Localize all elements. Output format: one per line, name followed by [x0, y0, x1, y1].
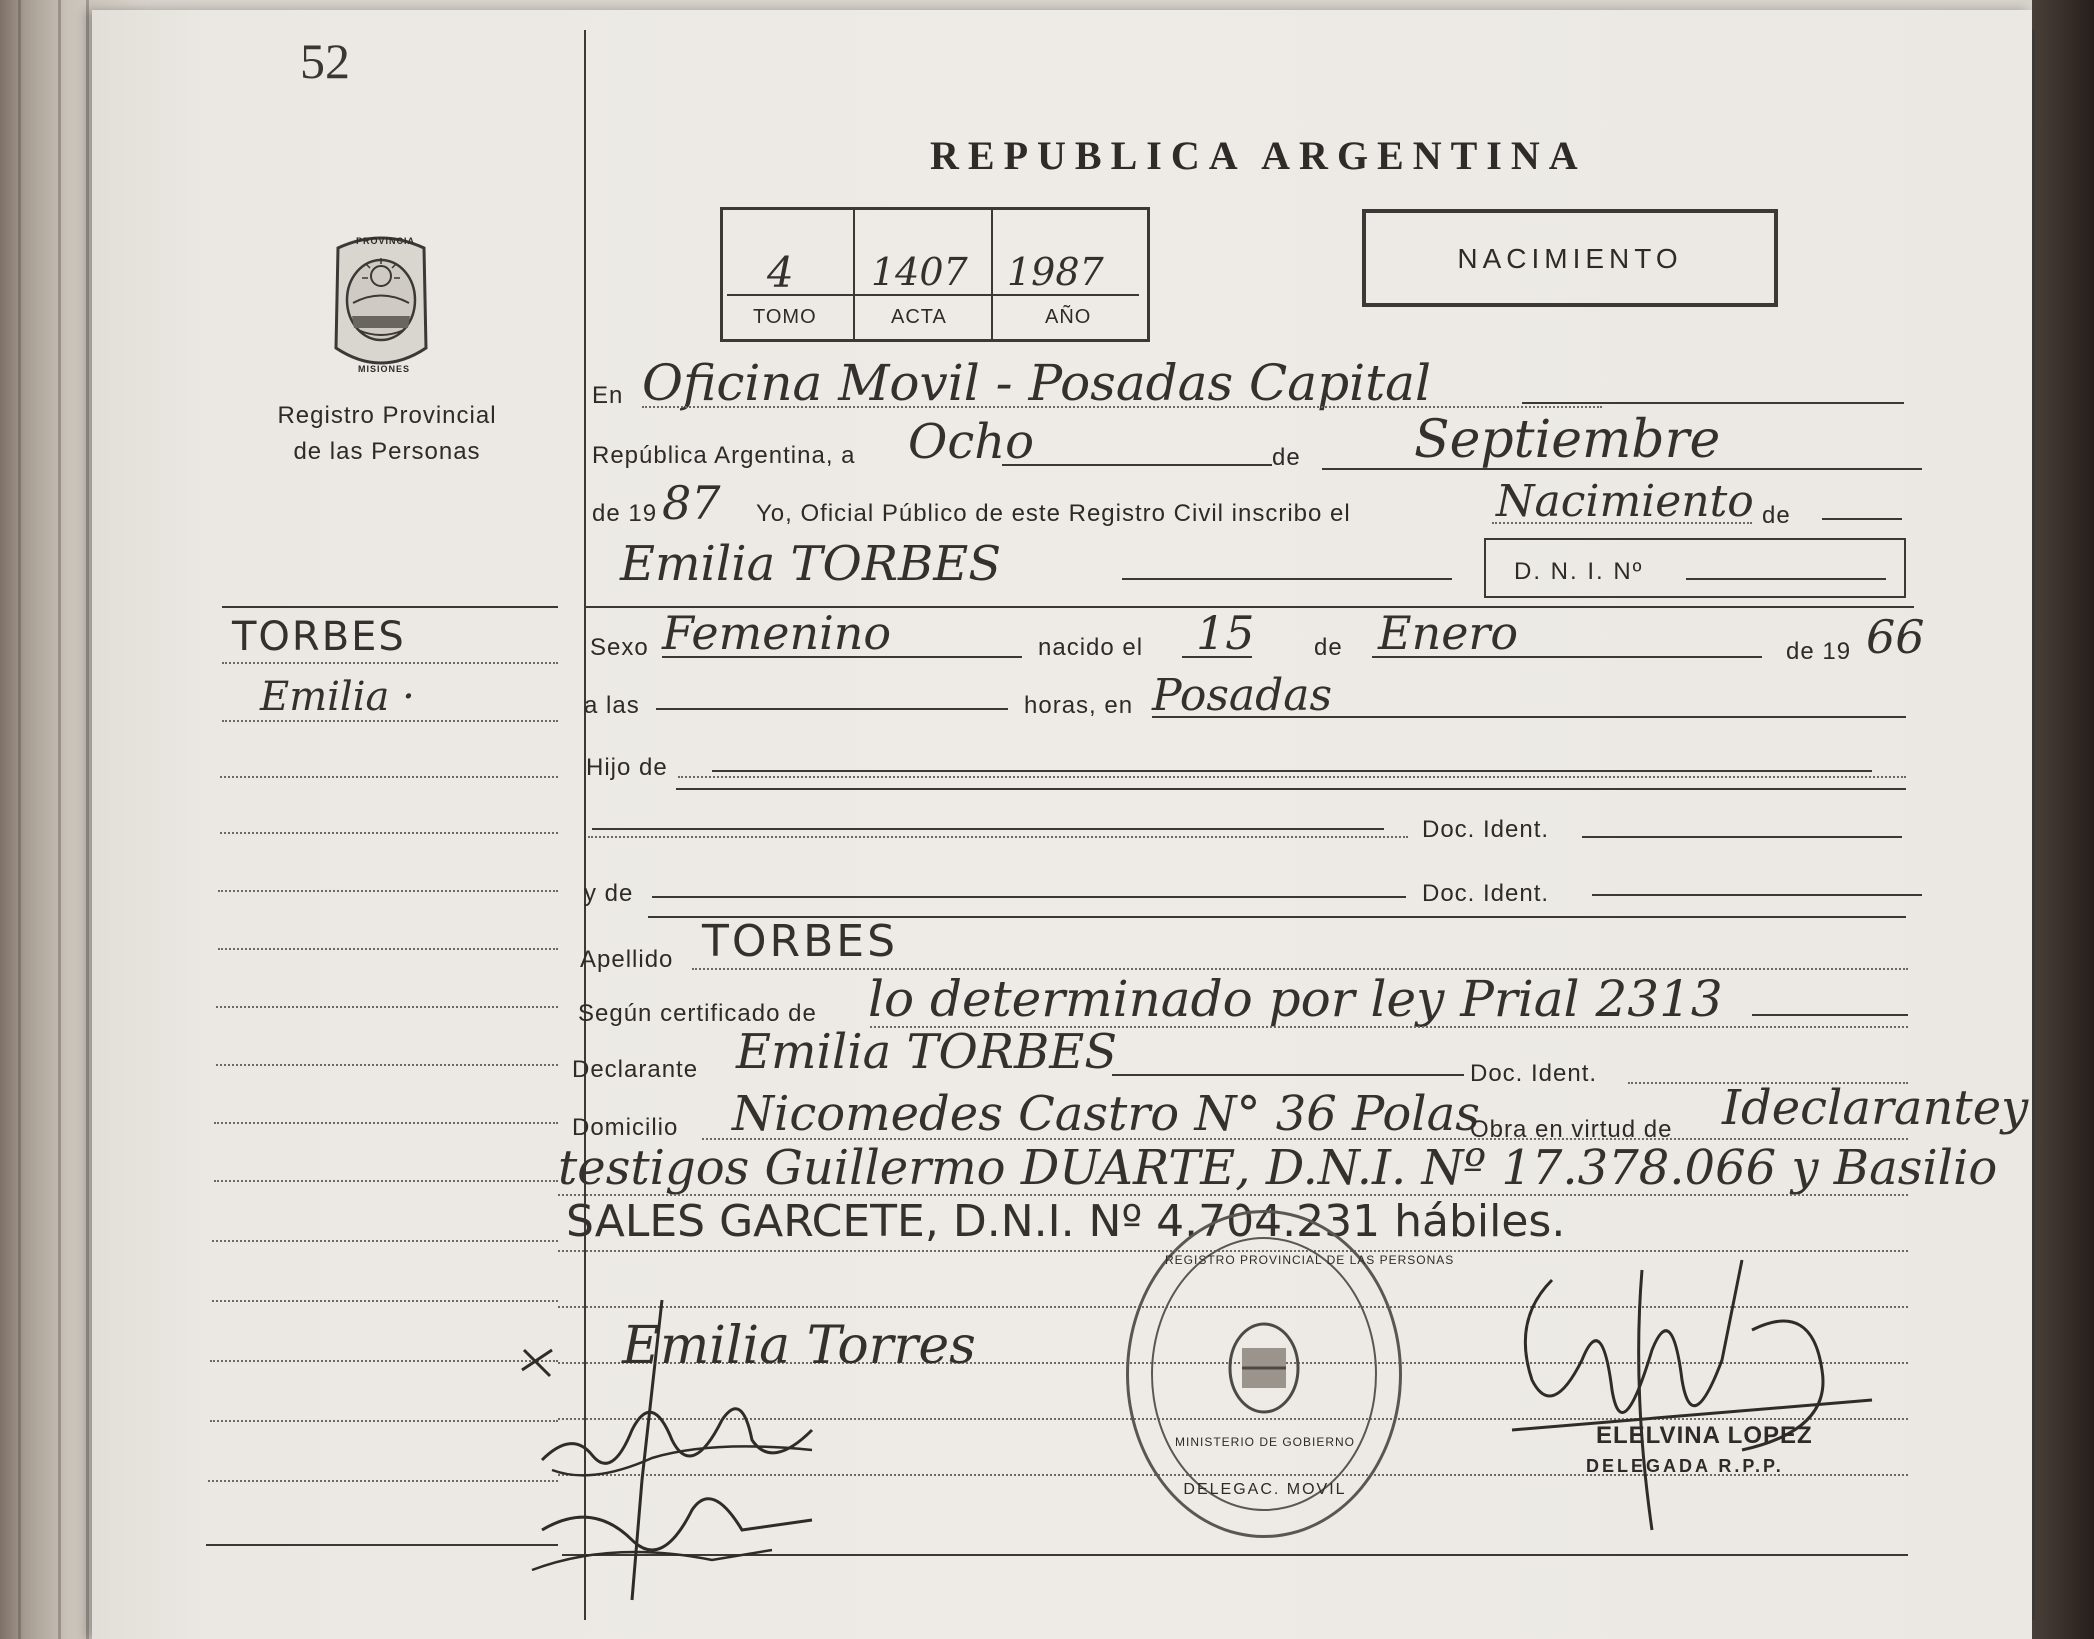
- sidebar-dotted-line: [208, 1480, 558, 1482]
- official-signature: [1492, 1240, 1892, 1540]
- margin-surname: TORBES: [232, 614, 406, 660]
- segun-rule: [1752, 1014, 1908, 1016]
- doc-ident-rule-2: [1592, 894, 1922, 896]
- hijo-de-label: Hijo de: [586, 754, 668, 781]
- tomo-value: 4: [767, 248, 794, 297]
- acta-value: 1407: [871, 250, 968, 294]
- seal-text-bottom: MISIONES: [358, 364, 411, 374]
- year-prefix: de 19: [592, 500, 658, 527]
- person-name: Emilia TORBES: [620, 536, 1002, 592]
- book-right-edge: [2032, 0, 2094, 1639]
- sidebar-dotted-line: [214, 1180, 558, 1182]
- domicilio-value: Nicomedes Castro N° 36 Polas: [732, 1086, 1480, 1142]
- sidebar-dotted-line: [212, 1240, 558, 1242]
- segun-value: lo determinado por ley Prial 2313: [868, 970, 1723, 1028]
- declarante-rule: [1112, 1074, 1464, 1076]
- birth-month: Enero: [1378, 606, 1519, 660]
- register-page: [92, 10, 2032, 1639]
- de-rule: [1822, 518, 1902, 520]
- sidebar-dotted-line: [218, 948, 558, 950]
- registry-name-line2: de las Personas: [293, 438, 481, 465]
- y-de-label: y de: [584, 880, 634, 907]
- en-value: Oficina Movil - Posadas Capital: [642, 354, 1431, 412]
- republica-label: República Argentina, a: [592, 442, 856, 469]
- month-value: Septiembre: [1414, 410, 1721, 470]
- binding-edge: [86, 0, 89, 1639]
- declarant-signature: Emilia Torres: [622, 1316, 976, 1376]
- birth-month-rule: [1372, 656, 1762, 658]
- birth-year-value: 66: [1866, 610, 1925, 664]
- obra-label: Obra en virtud de: [1470, 1116, 1673, 1143]
- registry-name-line1: Registro Provincial: [277, 402, 497, 429]
- sexo-value: Femenino: [662, 606, 892, 660]
- en-dotted-line: [642, 406, 1602, 408]
- anio-value: 1987: [1007, 250, 1104, 294]
- segun-label: Según certificado de: [578, 1000, 817, 1027]
- page-right-border: [2032, 30, 2035, 1620]
- domicilio-label: Domicilio: [572, 1114, 679, 1141]
- apellido-value: TORBES: [702, 916, 898, 967]
- doc-ident-label-2: Doc. Ident.: [1422, 880, 1550, 907]
- binding-edge: [18, 0, 21, 1639]
- sidebar-dotted-line: [214, 1122, 558, 1124]
- declarante-label: Declarante: [572, 1056, 699, 1083]
- birth-day-rule: [1182, 656, 1252, 658]
- de-label-3: de: [1314, 634, 1343, 661]
- hijo-de-rule: [712, 770, 1872, 772]
- hijo-de-dotted-line: [678, 776, 1906, 778]
- y-de-rule: [652, 896, 1406, 898]
- acta-label: ACTA: [891, 306, 947, 328]
- de-label-2: de: [1762, 502, 1791, 529]
- official-stamp: [1126, 1210, 1455, 1538]
- apellido-label: Apellido: [580, 946, 674, 973]
- day-rule: [1002, 464, 1272, 466]
- record-box-divider: [991, 210, 993, 339]
- declarante-value: Emilia TORBES: [736, 1024, 1118, 1080]
- act-type-label: NACIMIENTO: [1457, 243, 1683, 274]
- witness-line-2: SALES GARCETE, D.N.I. Nº 4.704.231 hábiles.: [566, 1196, 1566, 1247]
- parent1-dotted-line: [588, 836, 1408, 838]
- sidebar-rule: [206, 1544, 558, 1546]
- record-box: [720, 207, 1150, 342]
- dni-label: D. N. I. Nº: [1514, 558, 1644, 585]
- dni-box: [1484, 538, 1906, 598]
- day-value: Ocho: [908, 414, 1035, 470]
- birth-place: Posadas: [1152, 670, 1333, 721]
- sidebar-rule: [222, 606, 558, 608]
- witness-line-1: testigos Guillermo DUARTE, D.N.I. Nº 17.378.066 y Basilio: [558, 1140, 1998, 1196]
- en-label: En: [592, 382, 624, 409]
- sidebar-dotted-line: [222, 662, 558, 664]
- stamp-text-middle: MINISTERIO DE GOBIERNO: [1174, 1435, 1355, 1449]
- year-value: 87: [662, 476, 721, 530]
- sidebar-dotted-line: [210, 1360, 558, 1362]
- hijo-de-rule-2: [676, 788, 1906, 790]
- en-rule: [1522, 402, 1904, 404]
- witness-signatures: [512, 1280, 932, 1610]
- stamp-text-bottom: DELEGAC. MOVIL: [1183, 1481, 1347, 1498]
- provincial-seal: [328, 228, 434, 388]
- dni-rule: [1686, 578, 1886, 580]
- official-text: Yo, Oficial Público de este Registro Civil inscribo el: [756, 500, 1351, 527]
- act-dotted-line: [1492, 522, 1752, 524]
- sidebar-dotted-line: [220, 776, 558, 778]
- margin-name: Emilia ·: [260, 674, 415, 720]
- sidebar-dotted-line: [210, 1420, 558, 1422]
- official-name: ELELVINA LOPEZ: [1596, 1422, 1813, 1449]
- month-rule: [1322, 468, 1922, 470]
- birth-day: 15: [1196, 606, 1255, 660]
- sidebar-dotted-line: [222, 720, 558, 722]
- doc-ident-label-1: Doc. Ident.: [1422, 816, 1550, 843]
- sidebar-dotted-line: [216, 1064, 558, 1066]
- a-las-label: a las: [584, 692, 640, 719]
- stamp-text-top: REGISTRO PROVINCIAL DE LAS PERSONAS: [1165, 1253, 1455, 1267]
- a-las-rule: [656, 708, 1008, 710]
- seal-text-top: PROVINCIA: [356, 236, 416, 246]
- official-title: DELEGADA R.P.P.: [1586, 1456, 1784, 1476]
- binding-edge: [58, 0, 61, 1639]
- sidebar-dotted-line: [220, 832, 558, 834]
- nacido-label: nacido el: [1038, 634, 1144, 661]
- sidebar-dotted-line: [218, 890, 558, 892]
- name-rule: [1122, 578, 1452, 580]
- tomo-label: TOMO: [753, 306, 817, 328]
- act-value: Nacimiento: [1496, 476, 1754, 527]
- sidebar-dotted-line: [216, 1006, 558, 1008]
- act-type-box: [1362, 209, 1778, 307]
- doc-ident-label-3: Doc. Ident.: [1470, 1060, 1598, 1087]
- obra-value: Ideclarantey: [1722, 1080, 2029, 1136]
- sidebar-dotted-line: [212, 1300, 558, 1302]
- doc-ident-rule-1: [1582, 836, 1902, 838]
- horas-label: horas, en: [1024, 692, 1134, 719]
- sexo-rule: [662, 656, 1022, 658]
- birth-year-prefix: de 19: [1786, 638, 1852, 665]
- page-number: 52: [300, 33, 350, 89]
- birth-place-rule: [1152, 716, 1906, 718]
- country-title: REPUBLICA ARGENTINA: [930, 133, 1587, 178]
- sexo-label: Sexo: [590, 634, 649, 661]
- parent1-rule: [592, 828, 1384, 830]
- stamp-emblem-icon: [1224, 1318, 1304, 1418]
- de-label: de: [1272, 444, 1301, 471]
- record-box-divider: [853, 210, 855, 339]
- anio-label: AÑO: [1045, 306, 1092, 328]
